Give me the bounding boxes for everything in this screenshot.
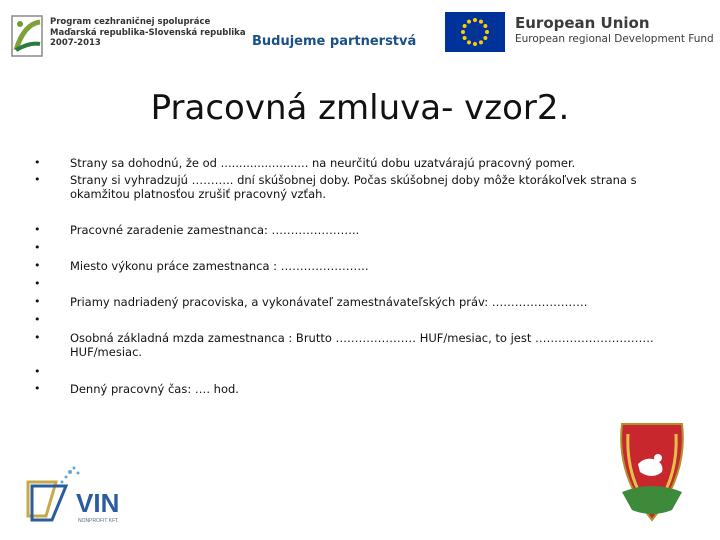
bullet-icon: • [34, 277, 41, 290]
eu-subtitle: European regional Development Fund [515, 33, 714, 45]
eu-flag-icon [445, 12, 505, 52]
slogan: Budujeme partnerstvá [252, 34, 417, 49]
vin-logo [22, 464, 152, 534]
list-item-text: Denný pracovný čas: …. hod. [70, 382, 239, 396]
slide-title: Pracovná zmluva- vzor2. [150, 88, 570, 128]
eu-title: European Union [515, 14, 650, 32]
list-item-text: Strany si vyhradzujú ……….. dní skúšobnej doby. Počas skúšobnej doby môže ktorákoľvek strana s okamžitou platnosťou zrušiť pracovný vzťah. [70, 173, 637, 201]
list-item-text: Strany sa dohodnú, že od ........................ na neurčitú dobu uzatvárajú pracovný pomer. [70, 156, 576, 170]
list-item-text: Miesto výkonu práce zamestnanca : ………………….. [70, 259, 369, 273]
list-item-text: Pracovné zaradenie zamestnanca: ………………….. [70, 223, 360, 237]
vin-logo-subtext: NONPROFIT KFT. [78, 518, 120, 524]
bullet-icon: • [34, 365, 41, 378]
vin-logo-text: VIN [76, 488, 120, 518]
program-line-1: Program cezhraničnej spolupráce [50, 17, 211, 27]
program-line-3: 2007-2013 [50, 38, 101, 48]
bullet-icon: • [34, 313, 41, 326]
bullet-icon: • [34, 331, 41, 344]
bullet-icon: • [34, 295, 41, 308]
list-item-text: Priamy nadriadený pracoviska, a vykonávateľ zamestnávateľských práv: ……………………. [70, 295, 588, 309]
bullet-icon: • [34, 173, 41, 186]
program-name [50, 17, 246, 49]
bullet-icon: • [34, 241, 41, 254]
program-emblem-icon [10, 14, 46, 60]
bullet-icon: • [34, 156, 41, 169]
bullet-icon: • [34, 382, 41, 395]
coat-of-arms-icon [612, 414, 692, 526]
bullet-icon: • [34, 259, 41, 272]
list-item-text: Osobná základná mzda zamestnanca : Brutto ………………… HUF/mesiac, to jest …………………………. HUF/mesiac. [70, 331, 654, 359]
bullet-icon: • [34, 223, 41, 236]
program-line-2: Maďarská republika-Slovenská republika [50, 27, 246, 38]
